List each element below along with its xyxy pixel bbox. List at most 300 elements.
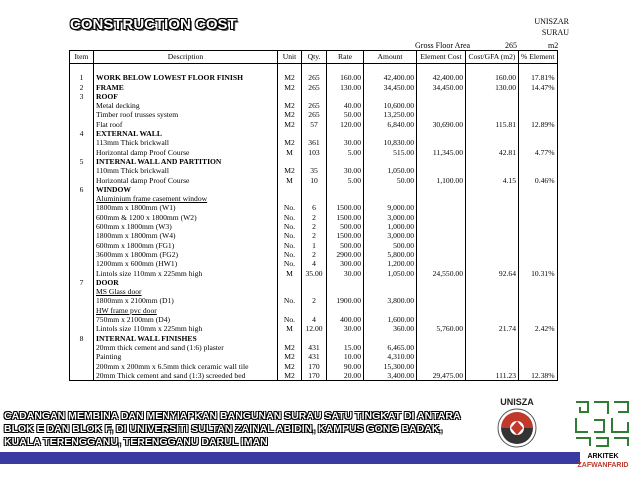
cell-element-cost: [417, 166, 466, 175]
cell-unit: No.: [278, 203, 302, 212]
cell-unit: No.: [278, 296, 302, 305]
cell-cost-gfa: [466, 287, 519, 296]
cell-qty: 35: [302, 166, 327, 175]
cell-percent: [519, 334, 558, 343]
cell-cost-gfa: [466, 296, 519, 305]
cell-percent: 14.47%: [519, 83, 558, 92]
cell-percent: [519, 343, 558, 352]
cell-cost-gfa: 4.15: [466, 176, 519, 185]
cell-unit: [278, 194, 302, 203]
cell-unit: M: [278, 176, 302, 185]
cell-item: [70, 166, 94, 175]
cell-element-cost: [417, 157, 466, 166]
cell-rate: 90.00: [327, 362, 364, 371]
arkitek-logo: [572, 398, 634, 476]
cell-description: EXTERNAL WALL: [94, 129, 278, 138]
cell-percent: [519, 287, 558, 296]
cell-rate: 130.00: [327, 83, 364, 92]
cell-unit: [278, 64, 302, 74]
cell-unit: M2: [278, 371, 302, 381]
cell-item: [70, 101, 94, 110]
cell-element-cost: 11,345.00: [417, 148, 466, 157]
cell-percent: 17.81%: [519, 73, 558, 82]
cell-cost-gfa: [466, 110, 519, 119]
cell-percent: [519, 101, 558, 110]
table-row: [70, 213, 558, 222]
cell-item: [70, 287, 94, 296]
cell-item: [70, 231, 94, 240]
cell-percent: [519, 92, 558, 101]
cell-cost-gfa: [466, 92, 519, 101]
page-title: CONSTRUCTION COST: [70, 16, 237, 33]
cell-percent: [519, 362, 558, 371]
cell-description: Metal decking: [94, 101, 278, 110]
cell-amount: [364, 334, 417, 343]
cell-percent: 10.31%: [519, 269, 558, 278]
cell-item: [70, 64, 94, 74]
cell-cost-gfa: [466, 250, 519, 259]
cell-description: 200mm x 200mm x 6.5mm thick ceramic wall tile: [94, 362, 278, 371]
cell-percent: 0.46%: [519, 176, 558, 185]
table-row: [70, 203, 558, 212]
cell-element-cost: [417, 250, 466, 259]
cell-element-cost: 5,760.00: [417, 324, 466, 333]
cell-cost-gfa: [466, 259, 519, 268]
cell-item: [70, 352, 94, 361]
cell-description: Timber roof trusses system: [94, 110, 278, 119]
cell-element-cost: [417, 296, 466, 305]
cell-cost-gfa: [466, 352, 519, 361]
cell-rate: 20.00: [327, 371, 364, 381]
cell-qty: 170: [302, 371, 327, 381]
cell-description: Lintols size 110mm x 225mm high: [94, 269, 278, 278]
cell-unit: M2: [278, 138, 302, 147]
cell-rate: 5.00: [327, 176, 364, 185]
zafwanfarid-text: ZAFWANFARID: [577, 462, 629, 469]
cell-element-cost: 30,690.00: [417, 120, 466, 129]
cell-item: 8: [70, 334, 94, 343]
cell-cost-gfa: [466, 185, 519, 194]
cell-qty: 431: [302, 352, 327, 361]
cell-percent: [519, 278, 558, 287]
cell-rate: [327, 334, 364, 343]
cell-unit: [278, 185, 302, 194]
cell-unit: No.: [278, 231, 302, 240]
cell-cost-gfa: [466, 138, 519, 147]
cell-unit: M: [278, 324, 302, 333]
cell-element-cost: 1,100.00: [417, 176, 466, 185]
cell-unit: [278, 306, 302, 315]
cell-qty: 57: [302, 120, 327, 129]
cell-item: [70, 371, 94, 381]
cell-amount: 6,840.00: [364, 120, 417, 129]
cell-element-cost: [417, 194, 466, 203]
cell-percent: [519, 315, 558, 324]
table-row: [70, 334, 558, 343]
cell-unit: M2: [278, 101, 302, 110]
table-row: [70, 371, 558, 381]
cell-description: DOOR: [94, 278, 278, 287]
cell-item: [70, 148, 94, 157]
cell-amount: 34,450.00: [364, 83, 417, 92]
cell-rate: 10.00: [327, 352, 364, 361]
cell-qty: 265: [302, 73, 327, 82]
cell-description: 750mm x 2100mm (D4): [94, 315, 278, 324]
cell-rate: [327, 157, 364, 166]
table-row: [70, 315, 558, 324]
cell-qty: [302, 129, 327, 138]
cell-amount: 50.00: [364, 176, 417, 185]
cell-rate: 2900.00: [327, 250, 364, 259]
cell-unit: M2: [278, 343, 302, 352]
cell-cost-gfa: [466, 213, 519, 222]
cell-unit: No.: [278, 222, 302, 231]
cell-amount: [364, 185, 417, 194]
cell-qty: 2: [302, 231, 327, 240]
column-header: Element Cost: [417, 51, 466, 64]
cell-unit: [278, 334, 302, 343]
cell-element-cost: [417, 92, 466, 101]
cell-description: 600mm & 1200 x 1800mm (W2): [94, 213, 278, 222]
table-row: [70, 278, 558, 287]
cell-description: 110mm Thick brickwall: [94, 166, 278, 175]
cell-description: 20mm thick cement and sand (1:6) plaster: [94, 343, 278, 352]
cell-percent: 2.42%: [519, 324, 558, 333]
cell-item: [70, 324, 94, 333]
cell-percent: [519, 259, 558, 268]
cell-cost-gfa: [466, 334, 519, 343]
cell-element-cost: [417, 101, 466, 110]
table-row: [70, 287, 558, 296]
table-row: [70, 296, 558, 305]
column-header: Item: [70, 51, 94, 64]
cell-item: [70, 203, 94, 212]
cell-amount: [364, 129, 417, 138]
project-name: SURAU: [541, 28, 569, 37]
cell-description: 1200mm x 600mm (HW1): [94, 259, 278, 268]
cell-cost-gfa: [466, 231, 519, 240]
cell-percent: [519, 306, 558, 315]
cell-amount: 1,600.00: [364, 315, 417, 324]
cell-unit: [278, 287, 302, 296]
cell-rate: 50.00: [327, 110, 364, 119]
cell-item: [70, 362, 94, 371]
cell-qty: 431: [302, 343, 327, 352]
cell-qty: 265: [302, 110, 327, 119]
cell-amount: [364, 92, 417, 101]
cell-amount: 1,050.00: [364, 269, 417, 278]
cell-item: 7: [70, 278, 94, 287]
cell-description: Lintols size 110mm x 225mm high: [94, 324, 278, 333]
cell-description: [94, 64, 278, 74]
cell-element-cost: [417, 110, 466, 119]
cell-element-cost: [417, 287, 466, 296]
column-header: Qty.: [302, 51, 327, 64]
cell-unit: M2: [278, 362, 302, 371]
table-row: [70, 120, 558, 129]
cell-qty: 35.00: [302, 269, 327, 278]
org-name: UNISZAR: [534, 17, 569, 26]
cell-description: Aluminium frame casement window: [94, 194, 278, 203]
footer-bar: [0, 452, 580, 464]
cell-qty: [302, 287, 327, 296]
cell-item: [70, 110, 94, 119]
cell-qty: 2: [302, 296, 327, 305]
cell-description: 3600mm x 1800mm (FG2): [94, 250, 278, 259]
cost-table: [69, 50, 558, 381]
cell-unit: No.: [278, 213, 302, 222]
cell-qty: 170: [302, 362, 327, 371]
cell-description: Flat roof: [94, 120, 278, 129]
cell-percent: [519, 250, 558, 259]
cell-item: [70, 250, 94, 259]
cell-rate: 400.00: [327, 315, 364, 324]
cell-unit: M2: [278, 166, 302, 175]
table-row: [70, 73, 558, 82]
cell-amount: 3,000.00: [364, 231, 417, 240]
cell-rate: [327, 129, 364, 138]
cell-cost-gfa: [466, 101, 519, 110]
cell-rate: [327, 185, 364, 194]
cell-percent: [519, 213, 558, 222]
cell-percent: [519, 296, 558, 305]
cell-percent: [519, 241, 558, 250]
table-row: [70, 176, 558, 185]
cell-rate: 1500.00: [327, 231, 364, 240]
project-title: CADANGAN MEMBINA DAN MENYIAPKAN BANGUNAN SURAU SATU TINGKAT DI ANTARA BLOK E DAN BLOK F, DI UNIVERSITI SULTAN ZAINAL ABIDIN, KAMPUS GONG BADAK, KUALA TERENGGANU, TERENGGANU DARUL IMAN: [4, 410, 461, 448]
cell-cost-gfa: 160.00: [466, 73, 519, 82]
cell-percent: [519, 231, 558, 240]
cell-rate: 1500.00: [327, 213, 364, 222]
cell-cost-gfa: [466, 306, 519, 315]
cell-rate: 120.00: [327, 120, 364, 129]
cell-rate: 1900.00: [327, 296, 364, 305]
cell-unit: [278, 92, 302, 101]
cell-element-cost: [417, 222, 466, 231]
cell-element-cost: [417, 129, 466, 138]
cell-cost-gfa: [466, 362, 519, 371]
cell-cost-gfa: 130.00: [466, 83, 519, 92]
cell-percent: [519, 166, 558, 175]
cell-amount: [364, 287, 417, 296]
cell-description: WORK BELOW LOWEST FLOOR FINISH: [94, 73, 278, 82]
table-row: [70, 250, 558, 259]
table-row: [70, 231, 558, 240]
cell-amount: 3,400.00: [364, 371, 417, 381]
cell-rate: 40.00: [327, 101, 364, 110]
cell-item: [70, 259, 94, 268]
cell-rate: 30.00: [327, 166, 364, 175]
cell-item: 1: [70, 73, 94, 82]
table-header: [70, 51, 558, 64]
cell-percent: 4.77%: [519, 148, 558, 157]
cell-element-cost: [417, 259, 466, 268]
cell-qty: 361: [302, 138, 327, 147]
cell-amount: [364, 157, 417, 166]
cell-item: [70, 296, 94, 305]
cell-item: [70, 194, 94, 203]
cell-description: INTERNAL WALL AND PARTITION: [94, 157, 278, 166]
cell-rate: 1500.00: [327, 203, 364, 212]
cell-description: FRAME: [94, 83, 278, 92]
cell-rate: 300.00: [327, 259, 364, 268]
cell-cost-gfa: 115.81: [466, 120, 519, 129]
table-row: [70, 64, 558, 74]
cell-rate: 30.00: [327, 269, 364, 278]
cell-cost-gfa: [466, 129, 519, 138]
cell-description: 1800mm x 2100mm (D1): [94, 296, 278, 305]
cell-qty: [302, 157, 327, 166]
cell-item: [70, 241, 94, 250]
cell-percent: [519, 194, 558, 203]
cell-cost-gfa: [466, 278, 519, 287]
table-row: [70, 129, 558, 138]
cell-amount: 10,830.00: [364, 138, 417, 147]
cell-amount: 515.00: [364, 148, 417, 157]
cell-percent: [519, 138, 558, 147]
cell-element-cost: [417, 352, 466, 361]
cell-item: 4: [70, 129, 94, 138]
cell-cost-gfa: [466, 166, 519, 175]
cell-rate: 5.00: [327, 148, 364, 157]
column-header: Unit: [278, 51, 302, 64]
cell-qty: 2: [302, 250, 327, 259]
cell-unit: M2: [278, 120, 302, 129]
column-header: Description: [94, 51, 278, 64]
cell-amount: 360.00: [364, 324, 417, 333]
cell-unit: No.: [278, 259, 302, 268]
cell-item: [70, 213, 94, 222]
cell-cost-gfa: 42.81: [466, 148, 519, 157]
cell-qty: 265: [302, 101, 327, 110]
cell-qty: 12.00: [302, 324, 327, 333]
cell-unit: M2: [278, 83, 302, 92]
table-row: [70, 324, 558, 333]
column-header: Cost/GFA (m2): [466, 51, 519, 64]
cell-description: 600mm x 1800mm (W3): [94, 222, 278, 231]
cell-amount: 3,000.00: [364, 213, 417, 222]
cell-item: [70, 176, 94, 185]
cell-element-cost: [417, 278, 466, 287]
table-row: [70, 101, 558, 110]
cell-amount: 9,000.00: [364, 203, 417, 212]
cell-unit: [278, 129, 302, 138]
cell-element-cost: 24,550.00: [417, 269, 466, 278]
cell-rate: 30.00: [327, 324, 364, 333]
gfa-value: 265: [505, 41, 517, 50]
cell-element-cost: [417, 138, 466, 147]
table-row: [70, 157, 558, 166]
cell-cost-gfa: [466, 203, 519, 212]
cell-amount: 4,310.00: [364, 352, 417, 361]
table-row: [70, 148, 558, 157]
cell-qty: 4: [302, 315, 327, 324]
cell-cost-gfa: 21.74: [466, 324, 519, 333]
cell-unit: M2: [278, 110, 302, 119]
table-row: [70, 222, 558, 231]
cell-unit: M2: [278, 73, 302, 82]
cell-cost-gfa: [466, 241, 519, 250]
cell-qty: 265: [302, 83, 327, 92]
cell-element-cost: [417, 64, 466, 74]
cell-percent: [519, 222, 558, 231]
cell-item: [70, 343, 94, 352]
cell-rate: [327, 306, 364, 315]
cell-rate: [327, 64, 364, 74]
cell-percent: 12.89%: [519, 120, 558, 129]
cell-description: MS Glass door: [94, 287, 278, 296]
cell-element-cost: [417, 241, 466, 250]
cell-element-cost: [417, 306, 466, 315]
cell-element-cost: [417, 315, 466, 324]
cell-qty: 10: [302, 176, 327, 185]
cell-percent: 12.38%: [519, 371, 558, 381]
cell-description: ROOF: [94, 92, 278, 101]
cell-item: [70, 138, 94, 147]
cell-amount: 3,800.00: [364, 296, 417, 305]
table-row: [70, 362, 558, 371]
cell-amount: 42,400.00: [364, 73, 417, 82]
cell-unit: M: [278, 148, 302, 157]
cell-element-cost: [417, 185, 466, 194]
cell-qty: 6: [302, 203, 327, 212]
table-row: [70, 306, 558, 315]
column-header: Amount: [364, 51, 417, 64]
cell-description: 1800mm x 1800mm (W4): [94, 231, 278, 240]
cell-element-cost: [417, 343, 466, 352]
cell-unit: No.: [278, 315, 302, 324]
cell-amount: 1,000.00: [364, 222, 417, 231]
cell-rate: 15.00: [327, 343, 364, 352]
cell-percent: [519, 185, 558, 194]
cell-item: 2: [70, 83, 94, 92]
cell-rate: [327, 278, 364, 287]
cell-unit: M: [278, 269, 302, 278]
cell-rate: 160.00: [327, 73, 364, 82]
cell-cost-gfa: [466, 343, 519, 352]
cell-cost-gfa: 92.64: [466, 269, 519, 278]
cell-rate: [327, 194, 364, 203]
cell-amount: 1,050.00: [364, 166, 417, 175]
cell-percent: [519, 203, 558, 212]
cell-element-cost: [417, 334, 466, 343]
cell-amount: [364, 278, 417, 287]
cell-percent: [519, 110, 558, 119]
cell-element-cost: 34,450.00: [417, 83, 466, 92]
cell-percent: [519, 352, 558, 361]
cell-qty: 1: [302, 241, 327, 250]
cell-item: [70, 315, 94, 324]
cell-description: 113mm Thick brickwall: [94, 138, 278, 147]
table-row: [70, 92, 558, 101]
column-header: Rate: [327, 51, 364, 64]
cell-rate: 500.00: [327, 222, 364, 231]
cell-unit: M2: [278, 352, 302, 361]
unisza-logo-text: UNISZA: [500, 397, 534, 407]
cell-description: 600mm x 1800mm (FG1): [94, 241, 278, 250]
table-row: [70, 269, 558, 278]
table-row: [70, 241, 558, 250]
cell-percent: [519, 157, 558, 166]
unisza-logo: [487, 395, 547, 450]
cell-qty: [302, 185, 327, 194]
cell-cost-gfa: [466, 157, 519, 166]
cell-item: [70, 222, 94, 231]
table-row: [70, 259, 558, 268]
cell-rate: [327, 287, 364, 296]
table-row: [70, 110, 558, 119]
cell-qty: 103: [302, 148, 327, 157]
